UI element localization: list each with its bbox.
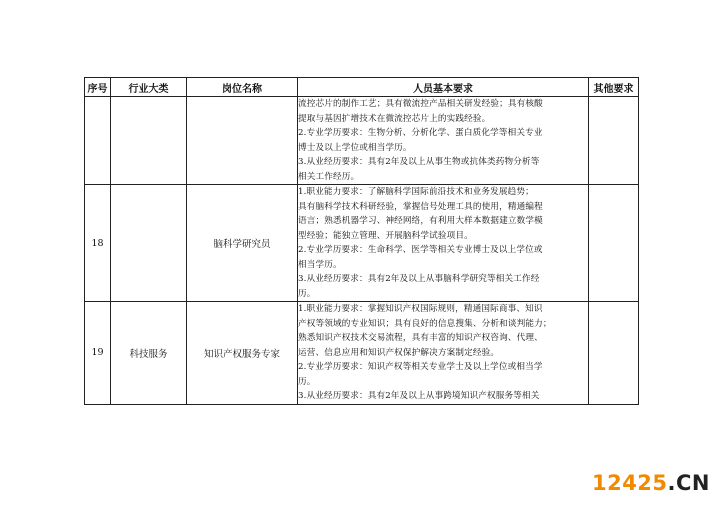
table-row [85, 185, 639, 302]
requirement-line: 语言；熟悉机器学习、神经网络，有利用大样本数据建立数学模 [298, 216, 543, 226]
requirement-line: 2.专业学历要求：生命科学、医学等相关专业博士及以上学位或 [298, 245, 543, 255]
row-position: 脑科学研究员 [187, 185, 298, 302]
table-row [85, 302, 639, 405]
watermark-domain: .CN [667, 471, 710, 495]
row-other [589, 302, 639, 405]
requirement-line: 运营、信息应用和知识产权保护解决方案制定经验。 [298, 347, 500, 358]
requirement-line: 3.从业经历要求：具有2年及以上从事跨境知识产权服务等相关 [298, 391, 540, 401]
requirement-line: 1.职业能力要求：了解脑科学国际前沿技术和业务发展趋势； [298, 187, 534, 197]
site-watermark [592, 471, 710, 495]
row-requirements [298, 185, 589, 302]
requirement-line: 流控芯片的制作工艺；具有微流控产品相关研发经验；具有核酸 [298, 99, 543, 109]
requirement-line: 2.专业学历要求：生物分析、分析化学、蛋白质化学等相关专业 [298, 128, 543, 138]
header-position: 岗位名称 [187, 78, 298, 97]
requirement-line: 熟悉知识产权技术交易流程，具有丰富的知识产权咨询、代理、 [298, 333, 543, 343]
requirement-line: 相当学历。 [298, 259, 342, 270]
row-position: 知识产权服务专家 [187, 302, 298, 405]
requirement-line: 历。 [298, 288, 316, 299]
requirements-table [84, 77, 639, 405]
row-requirements [298, 302, 589, 405]
requirement-line: 3.从业经历要求：具有2年及以上从事生物或抗体类药物分析等 [298, 157, 540, 167]
requirement-line: 3.从业经历要求：具有2年及以上从事脑科学研究等相关工作经 [298, 274, 540, 284]
row-position [187, 97, 298, 185]
row-industry [111, 97, 187, 185]
header-industry: 行业大类 [111, 78, 187, 97]
row-other [589, 185, 639, 302]
requirement-line: 博士及以上学位或相当学历。 [298, 142, 412, 153]
row-industry: 科技服务 [111, 302, 187, 405]
row-industry [111, 185, 187, 302]
requirement-line: 历。 [298, 376, 316, 387]
row-no: 19 [85, 302, 111, 405]
header-no: 序号 [85, 78, 111, 97]
header-requirements: 人员基本要求 [298, 78, 589, 97]
requirement-line: 提取与基因扩增技术在微流控芯片上的实践经验。 [298, 113, 491, 124]
row-no: 18 [85, 185, 111, 302]
requirement-line: 相关工作经历。 [298, 171, 360, 182]
watermark-number: 12425 [591, 471, 668, 495]
row-no [85, 97, 111, 185]
row-other [589, 97, 639, 185]
row-requirements [298, 97, 589, 185]
requirement-line: 1.职业能力要求：掌握知识产权国际规则，精通国际商事、知识 [298, 304, 543, 314]
requirement-line: 型经验；能独立管理、开展脑科学试验项目。 [298, 230, 473, 241]
requirement-line: 2.专业学历要求：知识产权等相关专业学士及以上学位或相当学 [298, 362, 543, 372]
table-row [85, 97, 639, 185]
requirement-line: 具有脑科学技术科研经验，掌握信号处理工具的使用，精通编程 [298, 201, 543, 212]
header-other: 其他要求 [589, 78, 639, 97]
table-header-row [85, 78, 639, 97]
requirement-line: 产权等领域的专业知识；具有良好的信息搜集、分析和谈判能力； [298, 318, 552, 329]
